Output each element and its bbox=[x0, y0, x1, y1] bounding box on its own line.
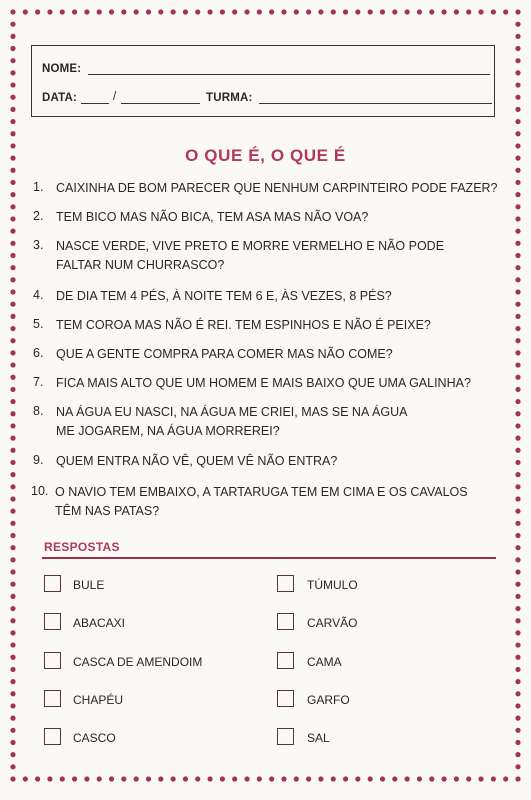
border-dot bbox=[466, 776, 471, 781]
answer-checkbox[interactable] bbox=[44, 690, 61, 707]
border-dot bbox=[10, 752, 15, 757]
border-dot bbox=[441, 9, 446, 14]
border-dot bbox=[60, 9, 65, 14]
border-dot bbox=[515, 204, 520, 209]
border-dot bbox=[515, 533, 520, 538]
border-dot bbox=[10, 545, 15, 550]
border-dot bbox=[10, 241, 15, 246]
border-dot bbox=[503, 9, 508, 14]
border-dot bbox=[109, 9, 114, 14]
answer-checkbox[interactable] bbox=[44, 575, 61, 592]
border-dot bbox=[515, 46, 520, 51]
border-dot bbox=[10, 496, 15, 501]
border-dot bbox=[392, 9, 397, 14]
answer-label: SAL bbox=[307, 731, 330, 745]
border-dot bbox=[515, 375, 520, 380]
border-dot bbox=[368, 9, 373, 14]
border-dot bbox=[23, 776, 28, 781]
border-dot bbox=[10, 82, 15, 87]
border-dot bbox=[515, 302, 520, 307]
border-dot bbox=[515, 192, 520, 197]
answer-label: CASCA DE AMENDOIM bbox=[73, 655, 203, 669]
border-dot bbox=[195, 9, 200, 14]
question-text: CAIXINHA DE BOM PARECER QUE NENHUM CARPINTEIRO PODE FAZER? bbox=[56, 181, 498, 195]
border-dot bbox=[368, 776, 373, 781]
border-dot bbox=[244, 776, 249, 781]
border-dot bbox=[515, 509, 520, 514]
border-dot bbox=[207, 776, 212, 781]
border-dot bbox=[515, 362, 520, 367]
border-dot bbox=[10, 484, 15, 489]
date-month-field[interactable] bbox=[121, 103, 200, 104]
answer-label: ABACAXI bbox=[73, 616, 126, 630]
border-dot bbox=[392, 776, 397, 781]
border-dot bbox=[10, 399, 15, 404]
border-dot bbox=[10, 521, 15, 526]
border-dot bbox=[515, 460, 520, 465]
border-dot bbox=[97, 9, 102, 14]
border-dot bbox=[158, 9, 163, 14]
date-day-field[interactable] bbox=[81, 103, 109, 104]
border-dot bbox=[515, 642, 520, 647]
border-dot bbox=[10, 9, 15, 14]
border-dot bbox=[515, 582, 520, 587]
question-number: 9. bbox=[33, 453, 44, 467]
border-dot bbox=[515, 131, 520, 136]
question-number: 8. bbox=[33, 404, 44, 418]
class-label: TURMA: bbox=[206, 92, 253, 104]
border-dot bbox=[134, 776, 139, 781]
border-dot bbox=[10, 326, 15, 331]
border-dot bbox=[23, 9, 28, 14]
border-dot bbox=[515, 326, 520, 331]
border-dot bbox=[515, 776, 520, 781]
answer-checkbox[interactable] bbox=[277, 613, 294, 630]
border-dot bbox=[10, 119, 15, 124]
border-dot bbox=[515, 314, 520, 319]
border-dot bbox=[515, 472, 520, 477]
border-dot bbox=[10, 606, 15, 611]
border-dot bbox=[10, 594, 15, 599]
border-dot bbox=[10, 436, 15, 441]
border-dot bbox=[10, 216, 15, 221]
border-dot bbox=[109, 776, 114, 781]
border-dot bbox=[10, 679, 15, 684]
question-number: 4. bbox=[33, 288, 44, 302]
class-field[interactable] bbox=[259, 103, 492, 104]
border-dot bbox=[515, 716, 520, 721]
border-dot bbox=[491, 776, 496, 781]
question-number: 2. bbox=[33, 209, 44, 223]
border-dot bbox=[515, 655, 520, 660]
question-text: O NAVIO TEM EMBAIXO, A TARTARUGA TEM EM CIMA E OS CAVALOS bbox=[55, 485, 468, 499]
border-dot bbox=[515, 399, 520, 404]
border-dot bbox=[171, 776, 176, 781]
border-dot bbox=[121, 9, 126, 14]
border-dot bbox=[10, 387, 15, 392]
border-dot bbox=[405, 9, 410, 14]
answer-label: CARVÃO bbox=[307, 616, 358, 630]
border-dot bbox=[515, 277, 520, 282]
border-dot bbox=[343, 776, 348, 781]
border-dot bbox=[10, 70, 15, 75]
border-dot bbox=[355, 776, 360, 781]
border-dot bbox=[47, 9, 52, 14]
border-dot bbox=[515, 95, 520, 100]
border-dot bbox=[35, 9, 40, 14]
border-dot bbox=[10, 423, 15, 428]
question-number: 10. bbox=[31, 484, 49, 498]
border-dot bbox=[257, 776, 262, 781]
border-dot bbox=[515, 119, 520, 124]
border-dot bbox=[269, 776, 274, 781]
border-dot bbox=[515, 740, 520, 745]
answer-checkbox[interactable] bbox=[277, 690, 294, 707]
border-dot bbox=[405, 776, 410, 781]
border-dot bbox=[146, 9, 151, 14]
border-dot bbox=[146, 776, 151, 781]
border-dot bbox=[220, 9, 225, 14]
border-dot bbox=[515, 168, 520, 173]
border-dot bbox=[10, 703, 15, 708]
border-dot bbox=[515, 521, 520, 526]
border-dot bbox=[515, 728, 520, 733]
border-dot bbox=[60, 776, 65, 781]
border-dot bbox=[10, 95, 15, 100]
border-dot bbox=[515, 594, 520, 599]
answers-title: RESPOSTAS bbox=[44, 540, 120, 554]
border-dot bbox=[10, 302, 15, 307]
border-dot bbox=[331, 776, 336, 781]
question-text: QUEM ENTRA NÃO VÊ, QUEM VÊ NÃO ENTRA? bbox=[56, 454, 338, 468]
border-dot bbox=[515, 630, 520, 635]
border-dot bbox=[281, 9, 286, 14]
answer-checkbox[interactable] bbox=[277, 652, 294, 669]
border-dot bbox=[244, 9, 249, 14]
border-dot bbox=[97, 776, 102, 781]
border-dot bbox=[10, 314, 15, 319]
border-dot bbox=[515, 338, 520, 343]
border-dot bbox=[10, 338, 15, 343]
question-text: QUE A GENTE COMPRA PARA COMER MAS NÃO COME? bbox=[56, 347, 393, 361]
border-dot bbox=[515, 752, 520, 757]
border-dot bbox=[417, 9, 422, 14]
answer-checkbox[interactable] bbox=[44, 613, 61, 630]
border-dot bbox=[10, 375, 15, 380]
border-dot bbox=[343, 9, 348, 14]
border-dot bbox=[318, 776, 323, 781]
border-dot bbox=[10, 509, 15, 514]
border-dot bbox=[10, 253, 15, 258]
border-dot bbox=[10, 472, 15, 477]
border-dot bbox=[134, 9, 139, 14]
border-dot bbox=[491, 9, 496, 14]
border-dot bbox=[10, 667, 15, 672]
border-dot bbox=[195, 776, 200, 781]
answer-checkbox[interactable] bbox=[44, 728, 61, 745]
answer-label: CAMA bbox=[307, 655, 342, 669]
border-dot bbox=[515, 34, 520, 39]
border-dot bbox=[10, 107, 15, 112]
border-dot bbox=[515, 58, 520, 63]
border-dot bbox=[10, 716, 15, 721]
border-dot bbox=[72, 9, 77, 14]
date-separator: / bbox=[113, 91, 117, 103]
name-field[interactable] bbox=[88, 74, 490, 75]
border-dot bbox=[515, 107, 520, 112]
border-dot bbox=[10, 691, 15, 696]
border-dot bbox=[331, 9, 336, 14]
border-dot bbox=[515, 691, 520, 696]
border-dot bbox=[515, 350, 520, 355]
border-dot bbox=[10, 557, 15, 562]
border-dot bbox=[35, 776, 40, 781]
border-dot bbox=[10, 460, 15, 465]
border-dot bbox=[454, 9, 459, 14]
border-dot bbox=[10, 764, 15, 769]
question-number: 6. bbox=[33, 346, 44, 360]
answer-checkbox[interactable] bbox=[277, 728, 294, 745]
border-dot bbox=[515, 22, 520, 27]
border-dot bbox=[10, 618, 15, 623]
border-dot bbox=[515, 569, 520, 574]
border-dot bbox=[515, 229, 520, 234]
question-text: FICA MAIS ALTO QUE UM HOMEM E MAIS BAIXO QUE UMA GALINHA? bbox=[56, 376, 471, 390]
question-number: 3. bbox=[33, 238, 44, 252]
border-dot bbox=[515, 387, 520, 392]
question-text: NASCE VERDE, VIVE PRETO E MORRE VERMELHO E NÃO PODE bbox=[56, 239, 445, 253]
border-dot bbox=[207, 9, 212, 14]
border-dot bbox=[10, 131, 15, 136]
border-dot bbox=[10, 655, 15, 660]
border-dot bbox=[257, 9, 262, 14]
border-dot bbox=[269, 9, 274, 14]
question-text: TEM BICO MAS NÃO BICA, TEM ASA MAS NÃO VOA? bbox=[56, 210, 369, 224]
border-dot bbox=[515, 484, 520, 489]
border-dot bbox=[10, 630, 15, 635]
border-dot bbox=[515, 411, 520, 416]
border-dot bbox=[294, 776, 299, 781]
border-dot bbox=[10, 776, 15, 781]
answer-label: BULE bbox=[73, 578, 105, 592]
border-dot bbox=[318, 9, 323, 14]
border-dot bbox=[515, 618, 520, 623]
border-dot bbox=[232, 9, 237, 14]
border-dot bbox=[183, 776, 188, 781]
border-dot bbox=[10, 277, 15, 282]
question-text: DE DIA TEM 4 PÉS, À NOITE TEM 6 E, ÀS VEZES, 8 PÉS? bbox=[56, 289, 392, 303]
border-dot bbox=[515, 241, 520, 246]
border-dot bbox=[10, 22, 15, 27]
border-dot bbox=[121, 776, 126, 781]
border-dot bbox=[10, 728, 15, 733]
border-dot bbox=[10, 362, 15, 367]
border-dot bbox=[429, 776, 434, 781]
question-number: 5. bbox=[33, 317, 44, 331]
border-dot bbox=[10, 265, 15, 270]
border-dot bbox=[515, 216, 520, 221]
student-info-box bbox=[31, 45, 495, 117]
border-dot bbox=[478, 776, 483, 781]
border-dot bbox=[306, 776, 311, 781]
question-number: 1. bbox=[33, 180, 44, 194]
border-dot bbox=[515, 667, 520, 672]
border-dot bbox=[306, 9, 311, 14]
border-dot bbox=[10, 229, 15, 234]
border-dot bbox=[10, 533, 15, 538]
border-dot bbox=[466, 9, 471, 14]
border-dot bbox=[515, 703, 520, 708]
border-dot bbox=[515, 679, 520, 684]
name-label: NOME: bbox=[42, 63, 82, 75]
border-dot bbox=[515, 436, 520, 441]
border-dot bbox=[84, 9, 89, 14]
question-text: ME JOGAREM, NA ÁGUA MORREREI? bbox=[56, 424, 280, 438]
border-dot bbox=[10, 642, 15, 647]
border-dot bbox=[515, 764, 520, 769]
border-dot bbox=[515, 557, 520, 562]
border-dot bbox=[441, 776, 446, 781]
answer-checkbox[interactable] bbox=[44, 652, 61, 669]
border-dot bbox=[380, 9, 385, 14]
answer-label: GARFO bbox=[307, 693, 350, 707]
border-dot bbox=[10, 168, 15, 173]
border-dot bbox=[10, 350, 15, 355]
border-dot bbox=[10, 411, 15, 416]
border-dot bbox=[10, 34, 15, 39]
border-dot bbox=[515, 289, 520, 294]
answer-label: CASCO bbox=[73, 731, 116, 745]
border-dot bbox=[10, 192, 15, 197]
border-dot bbox=[429, 9, 434, 14]
border-dot bbox=[417, 776, 422, 781]
answer-checkbox[interactable] bbox=[277, 575, 294, 592]
answer-label: TÚMULO bbox=[307, 578, 358, 592]
border-dot bbox=[294, 9, 299, 14]
border-dot bbox=[515, 70, 520, 75]
border-dot bbox=[72, 776, 77, 781]
border-dot bbox=[171, 9, 176, 14]
border-dot bbox=[232, 776, 237, 781]
border-dot bbox=[10, 46, 15, 51]
border-dot bbox=[515, 180, 520, 185]
border-dot bbox=[515, 448, 520, 453]
border-dot bbox=[515, 545, 520, 550]
border-dot bbox=[515, 9, 520, 14]
border-dot bbox=[47, 776, 52, 781]
border-dot bbox=[515, 496, 520, 501]
border-dot bbox=[10, 180, 15, 185]
border-dot bbox=[515, 253, 520, 258]
border-dot bbox=[380, 776, 385, 781]
border-dot bbox=[355, 9, 360, 14]
border-dot bbox=[454, 776, 459, 781]
date-label: DATA: bbox=[42, 92, 78, 104]
border-dot bbox=[515, 423, 520, 428]
border-dot bbox=[158, 776, 163, 781]
border-dot bbox=[220, 776, 225, 781]
border-dot bbox=[10, 582, 15, 587]
question-number: 7. bbox=[33, 375, 44, 389]
border-dot bbox=[515, 82, 520, 87]
border-dot bbox=[503, 776, 508, 781]
answer-label: CHAPÉU bbox=[73, 693, 124, 707]
border-dot bbox=[10, 569, 15, 574]
border-dot bbox=[10, 740, 15, 745]
question-text: FALTAR NUM CHURRASCO? bbox=[56, 258, 225, 272]
border-dot bbox=[10, 289, 15, 294]
border-dot bbox=[281, 776, 286, 781]
border-dot bbox=[183, 9, 188, 14]
border-dot bbox=[10, 448, 15, 453]
question-text: TÊM NAS PATAS? bbox=[55, 504, 160, 518]
question-text: TEM COROA MAS NÃO É REI. TEM ESPINHOS E NÃO É PEIXE? bbox=[56, 318, 431, 332]
border-dot bbox=[515, 265, 520, 270]
border-dot bbox=[10, 204, 15, 209]
answers-divider bbox=[42, 557, 496, 559]
page-title: O QUE É, O QUE É bbox=[185, 146, 346, 165]
question-text: NA ÁGUA EU NASCI, NA ÁGUA ME CRIEI, MAS SE NA ÁGUA bbox=[56, 405, 408, 419]
border-dot bbox=[478, 9, 483, 14]
border-dot bbox=[10, 58, 15, 63]
border-dot bbox=[515, 606, 520, 611]
border-dot bbox=[84, 776, 89, 781]
